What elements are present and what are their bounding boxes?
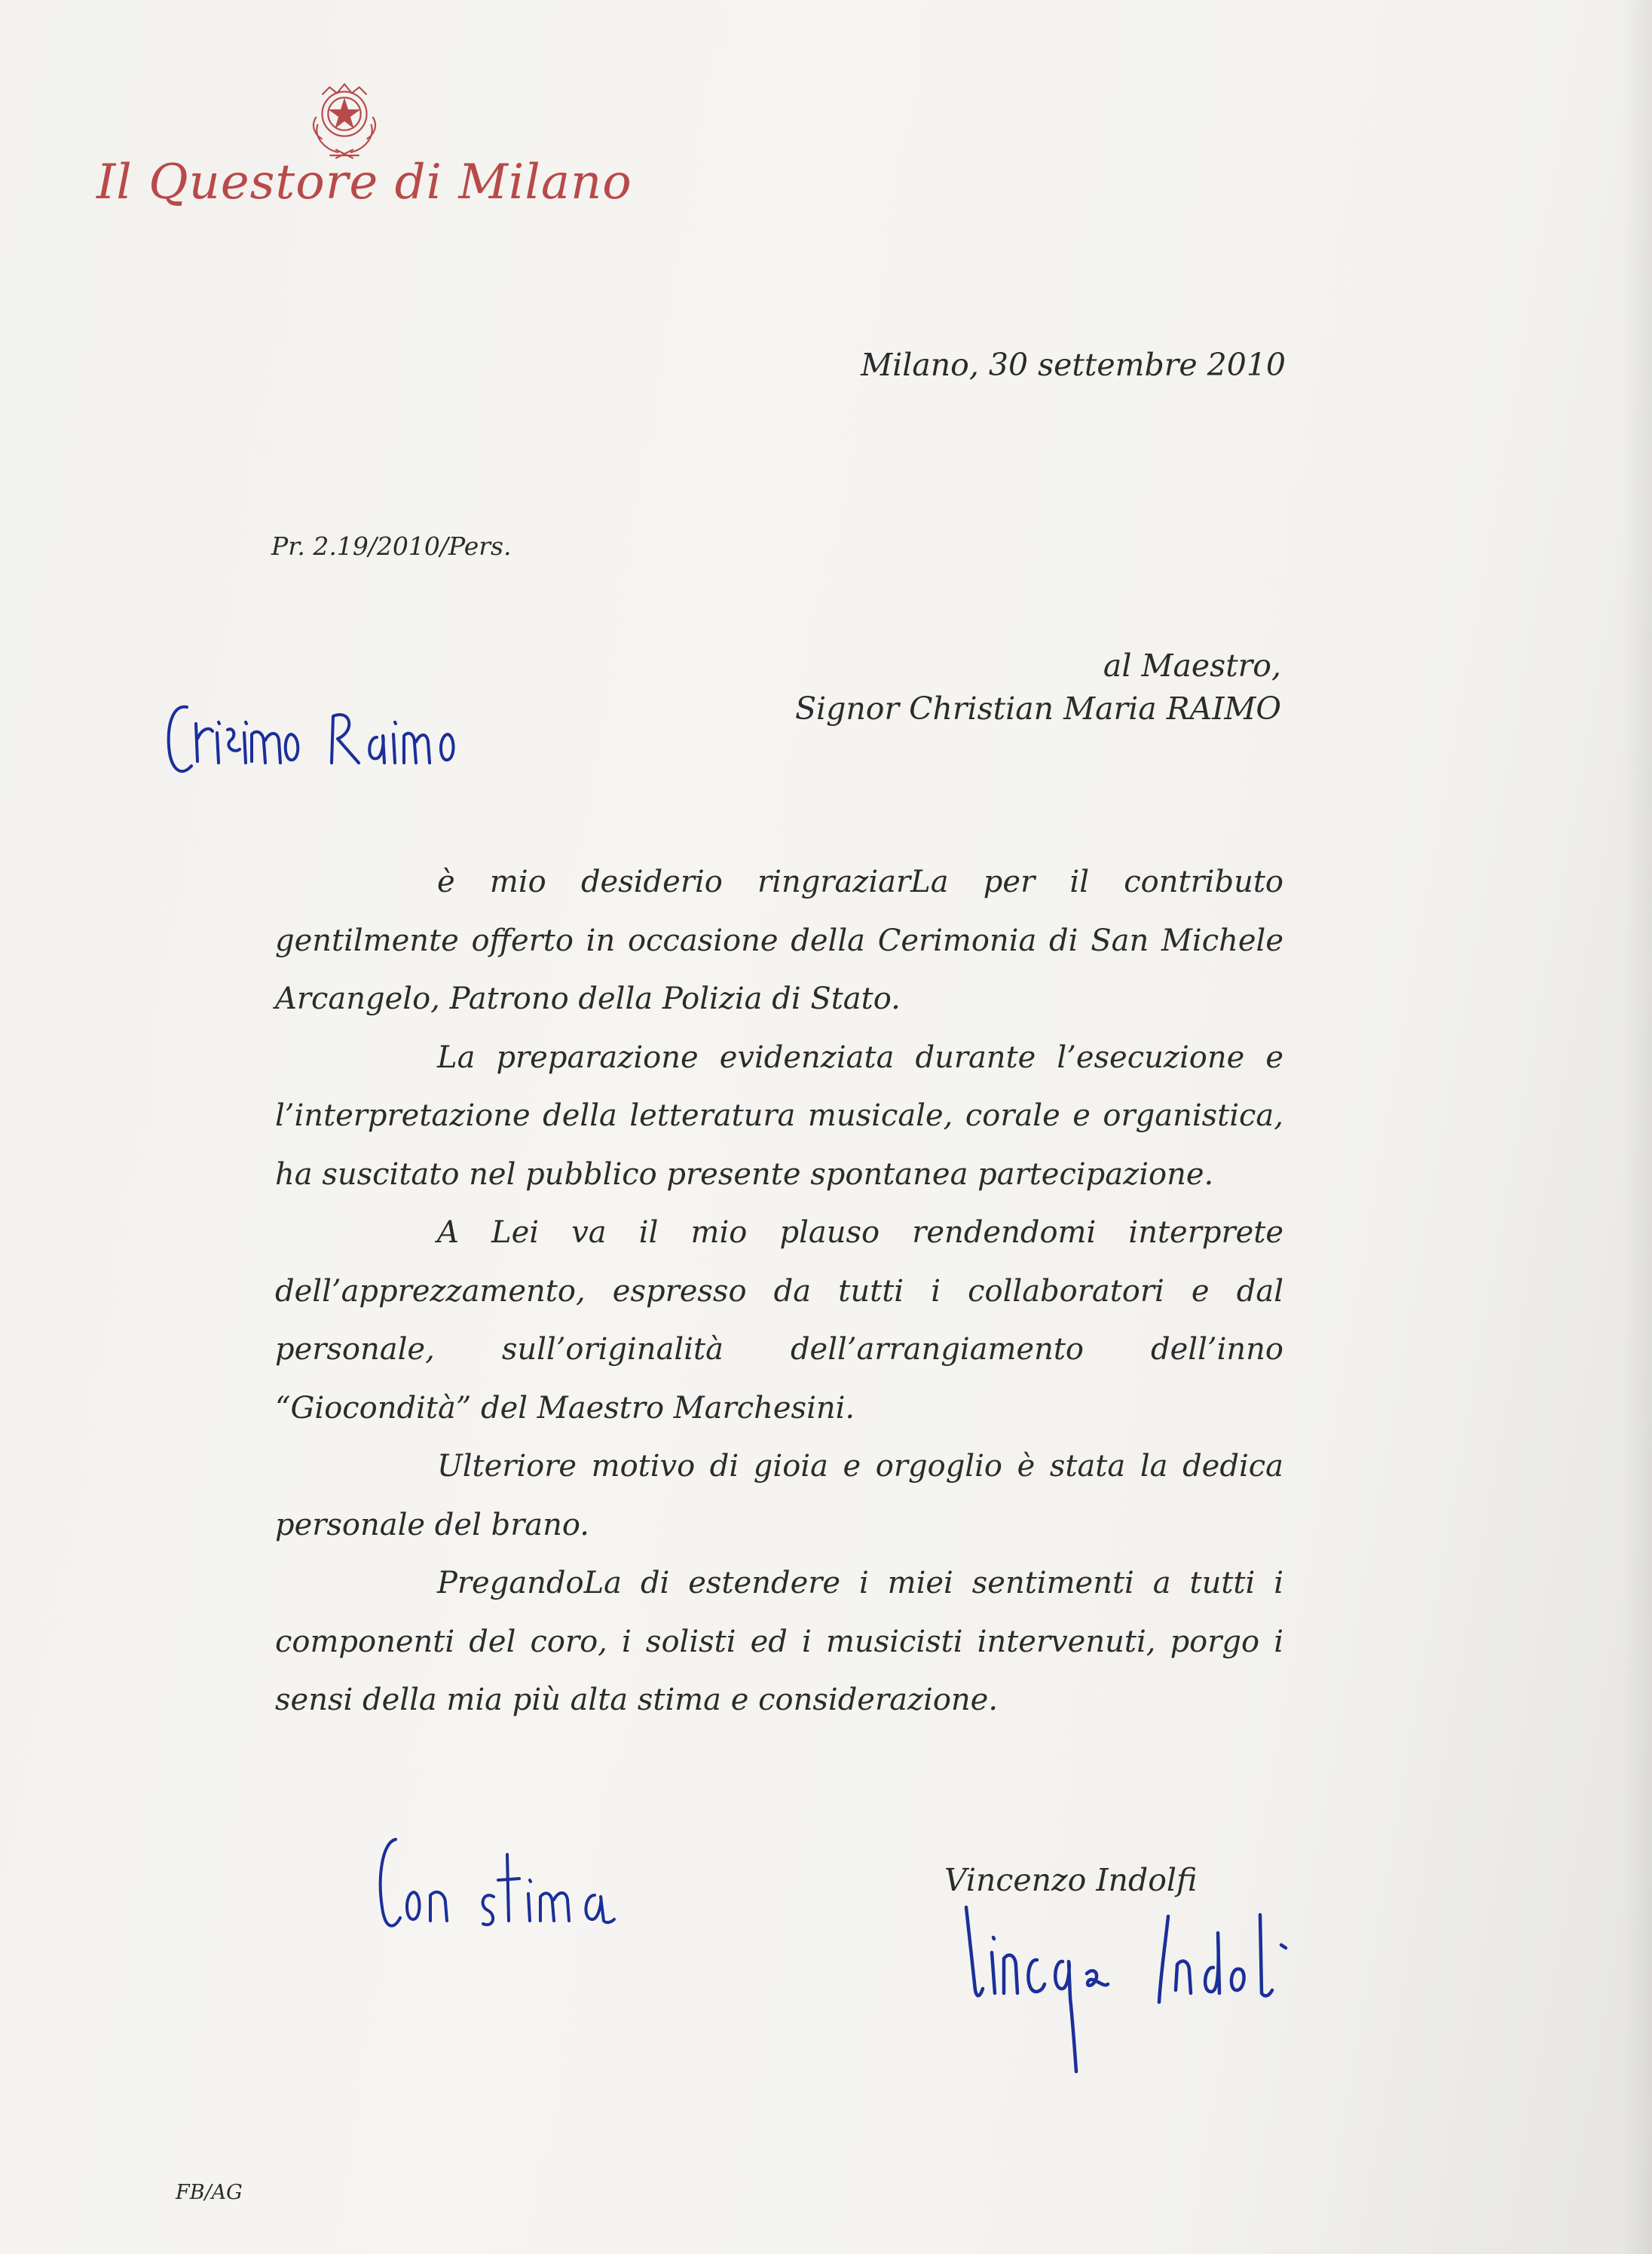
- body-paragraph: A Lei va il mio plauso rendendomi interprete dell’apprezzamento, espresso da tutti i collaboratori e dal personale, sull’originalità dell’arrangiamento dell’inno “Giocondità” del Maestro Marchesini.: [275, 1215, 1283, 1426]
- letterhead-title: Il Questore di Milano: [96, 155, 632, 210]
- recipient-block: [795, 645, 1281, 730]
- italian-republic-emblem-icon: [300, 72, 389, 161]
- handwritten-closing: [373, 1824, 644, 1952]
- letter-body: [275, 853, 1283, 1730]
- signer-name: Vincenzo Indolfi: [944, 1862, 1198, 1898]
- body-paragraph: La preparazione evidenziata durante l’esecuzione e l’interpretazione della letteratura musicale, corale e organistica, ha suscitato nel pubblico presente spontanea partecipazione.: [275, 1040, 1283, 1192]
- handwritten-signature: [950, 1900, 1311, 2081]
- body-paragraph: PregandoLa di estendere i miei sentimenti a tutti i componenti del coro, i solisti ed i musicisti intervenuti, porgo i sensi della mia più alta stima e considerazione.: [275, 1566, 1283, 1717]
- recipient-line-1: al Maestro,: [1103, 648, 1281, 684]
- protocol-reference: Pr. 2.19/2010/Pers.: [271, 531, 512, 561]
- body-paragraph: è mio desiderio ringraziarLa per il contributo gentilmente offerto in occasione della Cerimonia di San Michele Arcangelo, Patrono della Polizia di Stato.: [275, 865, 1283, 1016]
- recipient-line-2: Signor Christian Maria RAIMO: [794, 691, 1281, 727]
- handwritten-greeting: [158, 694, 482, 814]
- body-paragraph: Ulteriore motivo di gioia e orgoglio è stata la dedica personale del brano.: [275, 1449, 1283, 1542]
- letter-date: Milano, 30 settembre 2010: [861, 347, 1286, 383]
- typist-initials: FB/AG: [176, 2181, 243, 2204]
- paper-edge-shadow: [1622, 0, 1652, 2254]
